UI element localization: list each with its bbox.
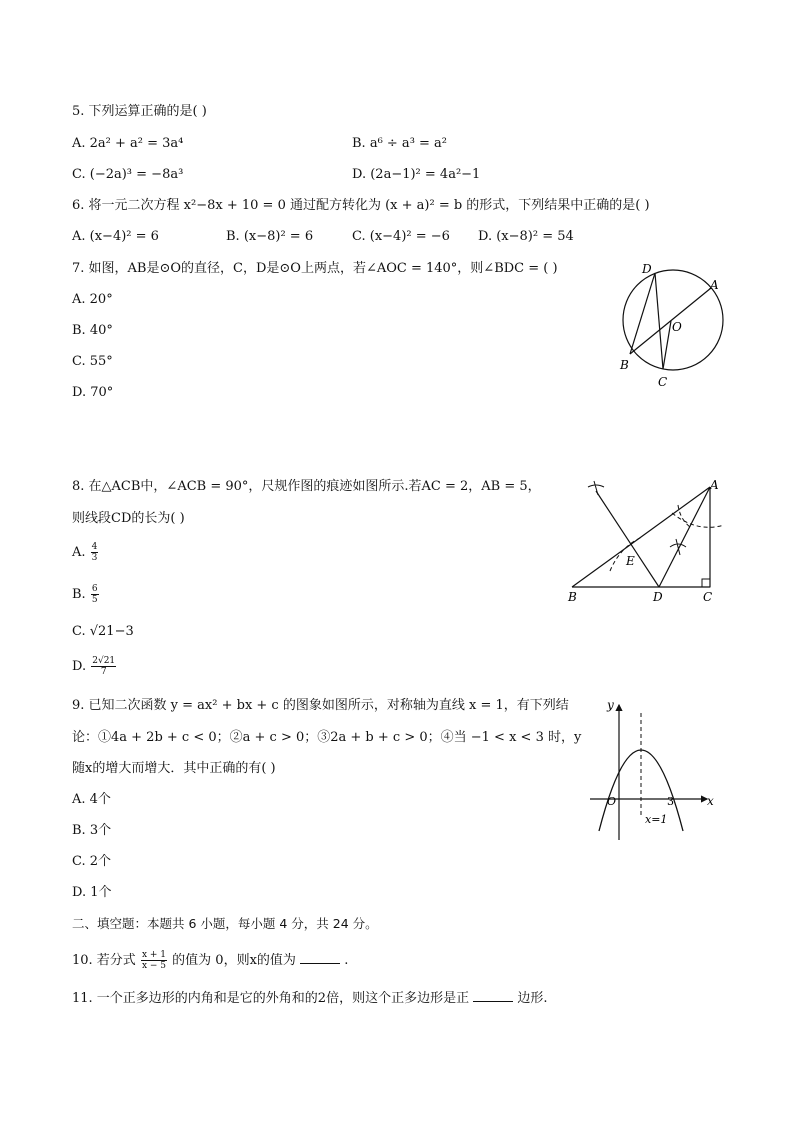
q8-option-b-num: 6: [91, 584, 98, 594]
q8-option-d-fraction: [91, 656, 116, 677]
q9-option-b: B. 3个: [72, 823, 112, 838]
label-a: A: [710, 278, 719, 292]
q5-option-a: A. 2a² + a² = 3a⁴: [72, 136, 184, 151]
q6-option-c: C. (x−4)² = −6: [352, 229, 450, 244]
label-origin: O: [607, 795, 617, 808]
label-o: O: [672, 320, 682, 334]
q8-option-c: C. √21−3: [72, 624, 134, 639]
q11-line: [72, 989, 548, 1007]
q11-suffix: 边形.: [517, 991, 548, 1006]
arc-upper: [672, 513, 724, 527]
right-angle-mark: [702, 579, 710, 587]
q10-prefix: 10. 若分式: [72, 953, 136, 968]
chord-db: [630, 273, 655, 354]
label-a: A: [710, 478, 719, 492]
q7-circle-figure: [610, 258, 740, 393]
q7-option-c: C. 55°: [72, 354, 113, 369]
label-b: B: [620, 358, 629, 372]
label-e: E: [626, 554, 635, 568]
q10-frac-num: x + 1: [141, 950, 167, 960]
q9-option-c: C. 2个: [72, 854, 112, 869]
q10-line: [72, 950, 348, 971]
section2-title: 二、填空题：本题共 6 小题，每小题 4 分，共 24 分。: [72, 916, 378, 931]
cross-mark-top: [588, 481, 604, 495]
label-three: 3: [667, 795, 674, 808]
q9-stem-line1: 9. 已知二次函数 y = ax² + bx + c 的图象如图所示，对称轴为直线 x = 1，有下列结: [72, 698, 569, 713]
q8-option-a-prefix: A.: [72, 545, 86, 560]
label-y: y: [607, 698, 614, 712]
q8-option-d-prefix: D.: [72, 659, 87, 674]
label-b: B: [568, 590, 577, 604]
q11-answer-blank[interactable]: [473, 989, 513, 1002]
q10-frac-den: x − 5: [141, 961, 167, 971]
q8-stem-line1: 8. 在△ACB中，∠ACB = 90°，尺规作图的痕迹如图所示.若AC = 2，AB = 5，: [72, 479, 541, 494]
label-x: x: [707, 794, 714, 808]
segment-ad: [659, 487, 710, 587]
q8-option-a: [72, 542, 99, 563]
cross-mark-middle: [670, 539, 686, 555]
q5-option-d: D. (2a−1)² = 4a²−1: [352, 167, 481, 182]
label-axis-of-symmetry: x=1: [645, 813, 668, 826]
q8-option-a-fraction: [91, 542, 99, 563]
chord-dc: [655, 273, 663, 369]
q8-option-b: [72, 584, 100, 605]
q9-option-a: A. 4个: [72, 792, 111, 807]
q5-option-c: C. (−2a)³ = −8a³: [72, 167, 184, 182]
q11-prefix: 11. 一个正多边形的内角和是它的外角和的2倍，则这个正多边形是正: [72, 991, 470, 1006]
q6-option-a: A. (x−4)² = 6: [72, 229, 159, 244]
q5-stem: 5. 下列运算正确的是( ): [72, 104, 207, 119]
q10-suffix: 的值为 0，则x的值为: [172, 953, 296, 968]
q6-stem: 6. 将一元二次方程 x²−8x + 10 = 0 通过配方转化为 (x + a)² = b 的形式，下列结果中正确的是( ): [72, 198, 650, 213]
side-ab: [572, 487, 710, 587]
q6-option-b: B. (x−8)² = 6: [226, 229, 314, 244]
q8-option-a-num: 4: [91, 542, 98, 552]
q7-option-b: B. 40°: [72, 323, 113, 338]
q8-option-d-num: 2√21: [92, 656, 116, 666]
q8-option-d: [72, 656, 117, 677]
q10-answer-blank[interactable]: [300, 951, 340, 964]
radius-oc: [663, 321, 671, 369]
q8-option-d-den: 7: [100, 667, 107, 677]
q7-option-d: D. 70°: [72, 385, 114, 400]
perpendicular-bisector: [596, 491, 659, 587]
q9-parabola-figure: [585, 695, 725, 845]
q8-triangle-figure: [562, 475, 732, 605]
q9-stem-line3: 随x的增大而增大．其中正确的有( ): [72, 761, 276, 776]
q10-fraction: [141, 950, 167, 971]
q8-option-b-fraction: [91, 584, 99, 605]
q9-stem-line2: 论：①4a + 2b + c < 0；②a + c > 0；③2a + b + c > 0；④当 −1 < x < 3 时，y: [72, 730, 582, 745]
q6-option-d: D. (x−8)² = 54: [478, 229, 574, 244]
q7-option-a: A. 20°: [72, 292, 113, 307]
q10-end: .: [344, 953, 349, 968]
q8-option-a-den: 3: [91, 553, 98, 563]
q7-stem: 7. 如图，AB是⊙O的直径，C，D是⊙O上两点，若∠AOC = 140°，则∠BDC = ( ): [72, 261, 558, 276]
label-c: C: [658, 375, 668, 389]
q8-option-b-prefix: B.: [72, 587, 86, 602]
q9-option-d: D. 1个: [72, 885, 112, 900]
label-d: D: [653, 590, 663, 604]
label-d: D: [642, 262, 652, 276]
q8-stem-line2: 则线段CD的长为( ): [72, 511, 185, 526]
q5-option-b: B. a⁶ ÷ a³ = a²: [352, 136, 448, 151]
q8-option-b-den: 5: [91, 595, 98, 605]
label-c: C: [703, 590, 713, 604]
